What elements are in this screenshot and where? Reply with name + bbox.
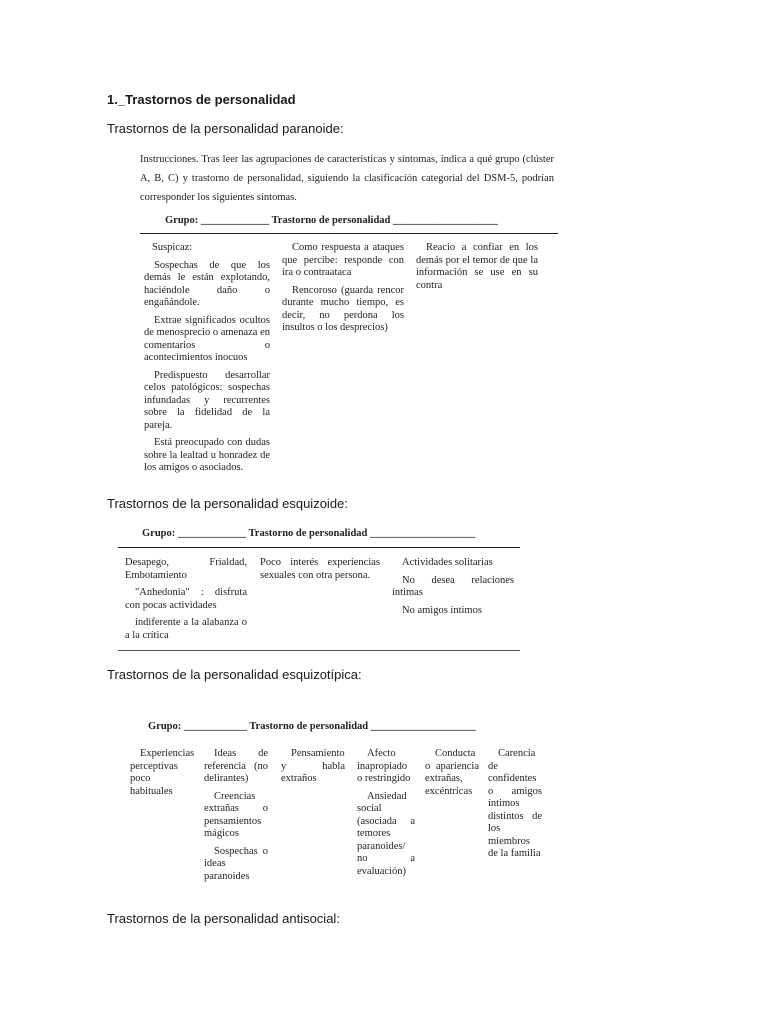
- esquizoide-c1-item: "Anhedonia" : disfruta con pocas actividades: [125, 587, 247, 611]
- paranoide-column-3: [416, 242, 538, 297]
- esquizoide-c2-item: Poco interés experiencias sexuales con otra persona.: [260, 557, 380, 581]
- section-heading-antisocial: Trastornos de la personalidad antisocial:: [107, 911, 340, 926]
- page-title: 1._Trastornos de personalidad: [107, 92, 296, 107]
- section-heading-paranoide: Trastornos de la personalidad paranoide:: [107, 121, 344, 136]
- esquizotipica-column-4: [357, 748, 415, 883]
- esquizotipica-c5-item: Conducta o apariencia extrañas, excéntricas: [425, 748, 479, 797]
- esquizotipica-c2-item: Ideas de referencia (no delirantes): [204, 748, 268, 784]
- paranoide-c2-item: Rencoroso (guarda rencor durante mucho tiempo, es decir, no perdona los insultos o los desprecios): [282, 284, 404, 333]
- paranoide-c1-item: Sospechas de que los demás le están explotando, haciéndole daño o engañándole.: [144, 259, 270, 308]
- esquizoide-c3-item: No desea relaciones íntimas: [392, 574, 514, 598]
- section-heading-esquizotipica: Trastornos de la personalidad esquizotípica:: [107, 667, 362, 682]
- group-line-esquizoide: Grupo: _____________ Trastorno de personalidad ____________________: [142, 528, 476, 539]
- instructions-text: Instrucciones. Tras leer las agrupaciones de características y síntomas, indica a qué grupo (clúster A, B, C) y trastorno de personalidad, siguiendo la clasificación categorial del DSM-5, podrían corresponder los siguientes síntomas.: [140, 154, 554, 203]
- paranoide-c1-item: Predispuesto desarrollar celos patológicos: sospechas infundadas y recurrentes sobre la fidelidad de la pareja.: [144, 369, 270, 431]
- esquizotipica-column-3: [281, 748, 345, 791]
- esquizotipica-c2-item: Creencias extrañas o pensamientos mágicos: [204, 790, 268, 839]
- esquizotipica-c1-item: Experiencias perceptivas poco habituales: [130, 748, 195, 797]
- paranoide-column-2: [282, 242, 404, 340]
- esquizoide-c1-item: Desapego, Frialdad, Embotamiento: [125, 557, 247, 581]
- esquizoide-c3-item: Actividades solitarias: [402, 557, 493, 568]
- esquizotipica-c2-item: Sospechas o ideas paranoides: [204, 845, 268, 882]
- esquizotipica-c4-item: Afecto inapropiado o restringido: [357, 748, 411, 784]
- esquizoide-c1-item: indiferente a la alabanza o a la crítica: [125, 617, 247, 641]
- group-line-esquizotipica: Grupo: ____________ Trastorno de personalidad ____________________: [148, 721, 476, 732]
- esquizoide-c3-item: No amigos íntimos: [402, 604, 482, 616]
- paranoide-c3-item: Reacio a confiar en los demás por el temor de que la información se use en su contra: [416, 242, 538, 291]
- esquizotipica-column-1: [130, 748, 194, 803]
- section-heading-esquizoide: Trastornos de la personalidad esquizoide:: [107, 496, 348, 511]
- esquizoide-column-1: [125, 557, 247, 647]
- table-rule-top-esquizoide: [118, 547, 520, 548]
- esquizotipica-column-6: [488, 748, 542, 866]
- table-rule-top-paranoide: [140, 233, 558, 234]
- esquizotipica-c3-item: Pensamiento y habla extraños: [281, 748, 345, 784]
- esquizotipica-c4-item: Ansiedad social (asociada a temores paranoides/ no a evaluación): [357, 790, 415, 877]
- esquizotipica-column-5: [425, 748, 479, 803]
- paranoide-c1-item: Extrae significados ocultos de menosprecio o amenaza en comentarios o acontecimientos inocuos: [144, 314, 270, 363]
- paranoide-column-1: [144, 242, 270, 480]
- group-line-paranoide: Grupo: _____________ Trastorno de personalidad ____________________: [165, 215, 499, 226]
- table-rule-bottom-esquizoide: [118, 650, 520, 651]
- paranoide-c1-item: Está preocupado con dudas sobre la lealtad u honradez de los amigos o asociados.: [144, 437, 270, 473]
- esquizoide-column-2: [260, 557, 380, 587]
- paranoide-c2-item: Como respuesta a ataques que percibe: responde con ira o contraataca: [282, 242, 404, 278]
- esquizotipica-column-2: [204, 748, 268, 888]
- esquizoide-column-3: [392, 557, 514, 622]
- paranoide-c1-item: Suspicaz:: [152, 242, 193, 253]
- esquizotipica-c6-item: Carencia de confidentes o amigos íntimos distintos de los miembros de la familia: [488, 748, 542, 859]
